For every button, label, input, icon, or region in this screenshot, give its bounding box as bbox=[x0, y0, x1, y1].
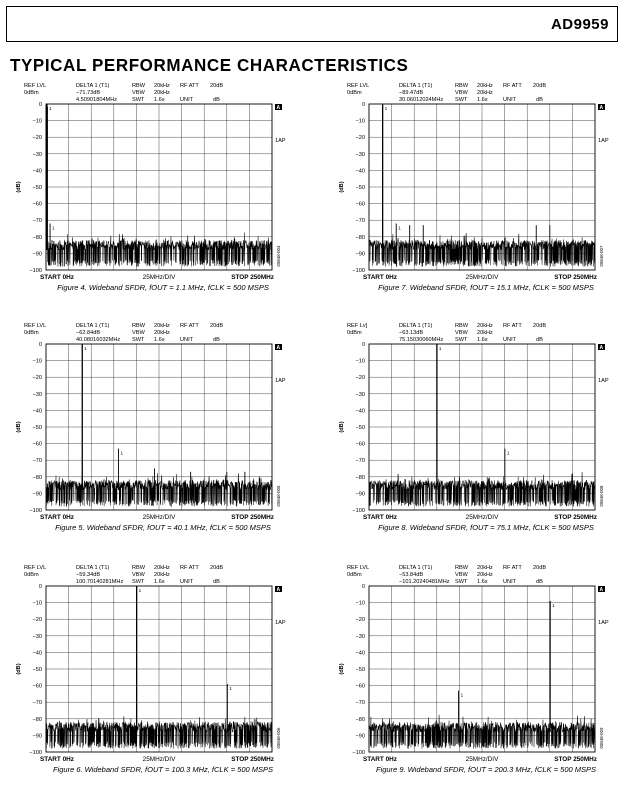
delta-marker-freq: 40.08016032MHz bbox=[76, 337, 121, 343]
rbw-label: RBW bbox=[132, 83, 146, 89]
ref-level-label: REF LVL bbox=[24, 323, 47, 329]
y-tick-label: −100 bbox=[352, 268, 365, 274]
ref-level-label: REF LVL bbox=[347, 565, 370, 571]
y-tick-label: −10 bbox=[355, 358, 365, 365]
figure-panel bbox=[10, 560, 316, 796]
rbw-value: 20kHz bbox=[154, 83, 170, 89]
figure-code: 05848-004 bbox=[276, 245, 281, 267]
stop-frequency-label: STOP 250MHz bbox=[231, 274, 274, 281]
figure-caption: Figure 5. Wideband SFDR, fOUT = 40.1 MHz, fCLK = 500 MSPS bbox=[55, 523, 271, 532]
marker-box-label: A bbox=[276, 105, 281, 112]
delta-marker-freq: 4.50901804MHz bbox=[76, 97, 118, 103]
unit-value: dB bbox=[536, 337, 543, 343]
spectrum-plot bbox=[10, 560, 316, 770]
y-tick-label: −20 bbox=[32, 375, 42, 382]
delta-marker-db: −59.34dB bbox=[76, 572, 101, 578]
y-tick-label: −60 bbox=[355, 441, 365, 448]
unit-value: dB bbox=[536, 97, 543, 103]
figure-panel bbox=[10, 318, 316, 554]
y-tick-label: −30 bbox=[355, 391, 365, 398]
delta-marker-1-label: 1 bbox=[120, 450, 124, 456]
unit-value: dB bbox=[213, 579, 220, 585]
y-axis-label: (dB) bbox=[339, 421, 345, 433]
delta-marker-db: −62.84dB bbox=[76, 330, 101, 336]
swt-value: 1.6s bbox=[477, 579, 488, 585]
rbw-label: RBW bbox=[132, 323, 146, 329]
y-tick-label: −60 bbox=[355, 683, 365, 690]
delta-marker-db: −63.13dB bbox=[399, 330, 424, 336]
delta-marker-1-label: 1 bbox=[506, 450, 510, 456]
vbw-value: 20kHz bbox=[154, 90, 170, 96]
vbw-label: VBW bbox=[455, 572, 468, 578]
delta-marker-title: DELTA 1 (T1) bbox=[399, 323, 433, 329]
rf-att-label: RF ATT bbox=[180, 83, 199, 89]
unit-label: UNIT bbox=[503, 579, 517, 585]
spectrum-plot bbox=[10, 78, 316, 288]
rf-att-label: RF ATT bbox=[503, 83, 522, 89]
marker-box-label: A bbox=[599, 345, 604, 352]
swt-label: SWT bbox=[132, 579, 145, 585]
marker-box-label: A bbox=[276, 345, 281, 352]
rbw-value: 20kHz bbox=[477, 323, 493, 329]
y-tick-label: −40 bbox=[355, 408, 365, 415]
y-tick-label: −10 bbox=[355, 118, 365, 125]
marker-box-label: A bbox=[276, 587, 281, 594]
vbw-label: VBW bbox=[455, 330, 468, 336]
swt-label: SWT bbox=[455, 97, 468, 103]
swt-value: 1.6s bbox=[477, 97, 488, 103]
spectrum-plot bbox=[333, 560, 625, 770]
figure-caption: Figure 7. Wideband SFDR, fOUT = 15.1 MHz, fCLK = 500 MSPS bbox=[378, 283, 594, 292]
rf-att-value: 20dB bbox=[533, 83, 547, 89]
marker-1-label: 1 bbox=[552, 602, 555, 608]
vbw-value: 20kHz bbox=[477, 572, 493, 578]
spectrum-plot bbox=[333, 78, 625, 288]
rf-att-value: 20dB bbox=[533, 323, 547, 329]
y-tick-label: −30 bbox=[32, 151, 42, 158]
y-tick-label: −30 bbox=[355, 633, 365, 640]
vbw-label: VBW bbox=[455, 90, 468, 96]
swt-label: SWT bbox=[455, 579, 468, 585]
span-per-div-label: 25MHz/DIV bbox=[465, 514, 499, 521]
span-per-div-label: 25MHz/DIV bbox=[465, 756, 499, 763]
section-title: TYPICAL PERFORMANCE CHARACTERISTICS bbox=[10, 55, 409, 76]
spectrum-plot bbox=[10, 318, 316, 528]
delta-marker-freq: 100.70140281MHz bbox=[76, 579, 124, 585]
stop-frequency-label: STOP 250MHz bbox=[554, 274, 597, 281]
header-box bbox=[6, 6, 618, 42]
y-tick-label: −60 bbox=[355, 201, 365, 208]
start-frequency-label: START 0Hz bbox=[363, 756, 397, 763]
y-tick-label: −40 bbox=[32, 650, 42, 657]
ref-level-value: 0dBm bbox=[24, 90, 39, 96]
ref-level-value: 0dBm bbox=[347, 572, 362, 578]
y-tick-label: −10 bbox=[32, 118, 42, 125]
y-tick-label: −20 bbox=[32, 617, 42, 624]
span-per-div-label: 25MHz/DIV bbox=[142, 514, 176, 521]
swt-value: 1.6s bbox=[154, 97, 165, 103]
swt-label: SWT bbox=[132, 97, 145, 103]
y-tick-label: −80 bbox=[32, 716, 42, 723]
rbw-value: 20kHz bbox=[477, 83, 493, 89]
delta-marker-freq: 30.06012024MHz bbox=[399, 97, 444, 103]
swt-label: SWT bbox=[455, 337, 468, 343]
y-tick-label: 0 bbox=[361, 342, 365, 348]
rbw-label: RBW bbox=[455, 323, 469, 329]
y-tick-label: 0 bbox=[361, 102, 365, 108]
delta-marker-1-label: 1 bbox=[229, 685, 232, 691]
y-tick-label: −70 bbox=[355, 458, 365, 465]
y-tick-label: 0 bbox=[38, 584, 42, 590]
y-tick-label: −50 bbox=[32, 667, 42, 673]
y-tick-label: −50 bbox=[355, 667, 365, 673]
unit-label: UNIT bbox=[503, 97, 517, 103]
delta-marker-title: DELTA 1 (T1) bbox=[76, 83, 110, 89]
y-tick-label: −70 bbox=[32, 458, 42, 465]
ref-level-value: 0dBm bbox=[347, 90, 362, 96]
y-tick-label: −40 bbox=[32, 408, 42, 415]
y-tick-label: −90 bbox=[355, 733, 365, 740]
rbw-value: 20kHz bbox=[154, 323, 170, 329]
y-tick-label: −80 bbox=[32, 474, 42, 481]
marker-box-label: A bbox=[599, 587, 604, 594]
y-tick-label: −100 bbox=[29, 750, 42, 756]
stop-frequency-label: STOP 250MHz bbox=[554, 514, 597, 521]
y-tick-label: −100 bbox=[29, 508, 42, 514]
swt-value: 1.6s bbox=[154, 337, 165, 343]
vbw-value: 20kHz bbox=[477, 90, 493, 96]
start-frequency-label: START 0Hz bbox=[40, 756, 74, 763]
figure-code: 05848-007 bbox=[599, 245, 604, 267]
span-per-div-label: 25MHz/DIV bbox=[465, 274, 499, 281]
y-tick-label: 0 bbox=[38, 102, 42, 108]
ref-level-label: REF Lv] bbox=[347, 323, 368, 329]
start-frequency-label: START 0Hz bbox=[363, 514, 397, 521]
y-tick-label: −70 bbox=[355, 700, 365, 707]
trace-label: 1AP bbox=[275, 138, 286, 144]
figure-caption: Figure 9. Wideband SFDR, fOUT = 200.3 MHz, fCLK = 500 MSPS bbox=[375, 765, 597, 774]
y-tick-label: −10 bbox=[32, 600, 42, 607]
y-tick-label: −80 bbox=[355, 716, 365, 723]
delta-marker-title: DELTA 1 (T1) bbox=[399, 565, 433, 571]
rbw-label: RBW bbox=[132, 565, 146, 571]
swt-value: 1.6s bbox=[154, 579, 165, 585]
delta-marker-title: DELTA 1 (T1) bbox=[399, 83, 433, 89]
marker-box-label: A bbox=[599, 105, 604, 112]
ref-level-value: 0dBm bbox=[24, 330, 39, 336]
y-axis-label: (dB) bbox=[16, 663, 22, 675]
trace-label: 1AP bbox=[275, 620, 286, 626]
y-tick-label: −90 bbox=[32, 733, 42, 740]
y-tick-label: −100 bbox=[352, 508, 365, 514]
trace-label: 1AP bbox=[598, 620, 609, 626]
figure-panel bbox=[10, 78, 316, 314]
rf-att-value: 20dB bbox=[210, 323, 224, 329]
delta-marker-1-label: 1 bbox=[52, 225, 55, 231]
y-tick-label: −20 bbox=[355, 617, 365, 624]
y-tick-label: −20 bbox=[355, 135, 365, 142]
y-tick-label: −10 bbox=[355, 600, 365, 607]
y-axis-label: (dB) bbox=[16, 421, 22, 433]
y-tick-label: −40 bbox=[355, 650, 365, 657]
delta-marker-1-label: 1 bbox=[460, 692, 464, 698]
trace-label: 1AP bbox=[598, 138, 609, 144]
y-tick-label: −80 bbox=[32, 234, 42, 241]
figure-panel bbox=[333, 78, 625, 314]
y-tick-label: −80 bbox=[355, 474, 365, 481]
start-frequency-label: START 0Hz bbox=[40, 514, 74, 521]
unit-value: dB bbox=[213, 337, 220, 343]
ref-level-label: REF LVL bbox=[347, 83, 370, 89]
unit-label: UNIT bbox=[180, 97, 194, 103]
unit-value: dB bbox=[536, 579, 543, 585]
rf-att-value: 20dB bbox=[533, 565, 547, 571]
y-axis-label: (dB) bbox=[339, 663, 345, 675]
unit-label: UNIT bbox=[180, 337, 194, 343]
marker-1-label: 1 bbox=[84, 346, 87, 351]
y-tick-label: −30 bbox=[355, 151, 365, 158]
delta-marker-1-label: 1 bbox=[398, 225, 401, 231]
rbw-label: RBW bbox=[455, 565, 469, 571]
y-tick-label: −90 bbox=[355, 491, 365, 498]
figure-caption: Figure 4. Wideband SFDR, fOUT = 1.1 MHz, fCLK = 500 MSPS bbox=[57, 283, 269, 292]
spectrum-plot bbox=[333, 318, 625, 528]
y-tick-label: −40 bbox=[32, 168, 42, 175]
rf-att-label: RF ATT bbox=[180, 565, 199, 571]
rf-att-label: RF ATT bbox=[503, 565, 522, 571]
swt-value: 1.6s bbox=[477, 337, 488, 343]
y-tick-label: −70 bbox=[355, 218, 365, 225]
figure-panel bbox=[333, 560, 625, 796]
vbw-value: 20kHz bbox=[154, 330, 170, 336]
span-per-div-label: 25MHz/DIV bbox=[142, 756, 176, 763]
trace-label: 1AP bbox=[598, 378, 609, 384]
y-tick-label: −50 bbox=[32, 425, 42, 431]
y-tick-label: −20 bbox=[355, 375, 365, 382]
y-tick-label: −40 bbox=[355, 168, 365, 175]
y-tick-label: 0 bbox=[38, 342, 42, 348]
start-frequency-label: START 0Hz bbox=[363, 274, 397, 281]
y-tick-label: −90 bbox=[32, 251, 42, 258]
start-frequency-label: START 0Hz bbox=[40, 274, 74, 281]
swt-label: SWT bbox=[132, 337, 145, 343]
trace-label: 1AP bbox=[275, 378, 286, 384]
rbw-label: RBW bbox=[455, 83, 469, 89]
figure-code: 05848-008 bbox=[599, 485, 604, 507]
rf-att-value: 20dB bbox=[210, 83, 224, 89]
unit-label: UNIT bbox=[503, 337, 517, 343]
y-axis-label: (dB) bbox=[339, 181, 345, 193]
figure-caption: Figure 8. Wideband SFDR, fOUT = 75.1 MHz, fCLK = 500 MSPS bbox=[378, 523, 594, 532]
y-tick-label: −60 bbox=[32, 683, 42, 690]
figure-panel bbox=[333, 318, 625, 554]
delta-marker-title: DELTA 1 (T1) bbox=[76, 565, 110, 571]
delta-marker-title: DELTA 1 (T1) bbox=[76, 323, 110, 329]
delta-marker-freq: −101.20240481MHz bbox=[399, 579, 450, 585]
y-tick-label: −30 bbox=[32, 391, 42, 398]
y-tick-label: −10 bbox=[32, 358, 42, 365]
delta-marker-freq: 75.15030060MHz bbox=[399, 337, 444, 343]
y-axis-label: (dB) bbox=[16, 181, 22, 193]
y-tick-label: −60 bbox=[32, 441, 42, 448]
vbw-value: 20kHz bbox=[477, 330, 493, 336]
figure-code: 05848-005 bbox=[276, 485, 281, 507]
vbw-label: VBW bbox=[132, 572, 145, 578]
figure-caption: Figure 6. Wideband SFDR, fOUT = 100.3 MHz, fCLK = 500 MSPS bbox=[52, 765, 274, 774]
y-tick-label: −90 bbox=[32, 491, 42, 498]
rf-att-label: RF ATT bbox=[180, 323, 199, 329]
delta-marker-db: −89.47dB bbox=[399, 90, 424, 96]
figure-code: 05848-006 bbox=[276, 727, 281, 749]
marker-1-label: 1 bbox=[384, 106, 388, 111]
stop-frequency-label: STOP 250MHz bbox=[231, 756, 274, 763]
y-tick-label: −50 bbox=[32, 185, 42, 191]
y-tick-label: −30 bbox=[32, 633, 42, 640]
y-tick-label: 0 bbox=[361, 584, 365, 590]
unit-value: dB bbox=[213, 97, 220, 103]
y-tick-label: −50 bbox=[355, 425, 365, 431]
unit-label: UNIT bbox=[180, 579, 194, 585]
rbw-value: 20kHz bbox=[477, 565, 493, 571]
y-tick-label: −50 bbox=[355, 185, 365, 191]
stop-frequency-label: STOP 250MHz bbox=[231, 514, 274, 521]
rf-att-label: RF ATT bbox=[503, 323, 522, 329]
ref-level-label: REF LVL bbox=[24, 565, 47, 571]
rf-att-value: 20dB bbox=[210, 565, 224, 571]
figure-code: 05848-009 bbox=[599, 727, 604, 749]
y-tick-label: −70 bbox=[32, 218, 42, 225]
vbw-value: 20kHz bbox=[154, 572, 170, 578]
delta-marker-db: −71.73dB bbox=[76, 90, 101, 96]
ref-level-value: 0dBm bbox=[24, 572, 39, 578]
y-tick-label: −80 bbox=[355, 234, 365, 241]
y-tick-label: −70 bbox=[32, 700, 42, 707]
y-tick-label: −100 bbox=[352, 750, 365, 756]
y-tick-label: −60 bbox=[32, 201, 42, 208]
vbw-label: VBW bbox=[132, 90, 145, 96]
marker-1-label: 1 bbox=[138, 588, 142, 593]
ref-level-value: 0dBm bbox=[347, 330, 362, 336]
y-tick-label: −100 bbox=[29, 268, 42, 274]
stop-frequency-label: STOP 250MHz bbox=[554, 756, 597, 763]
span-per-div-label: 25MHz/DIV bbox=[142, 274, 176, 281]
y-tick-label: −20 bbox=[32, 135, 42, 142]
marker-1-label: 1 bbox=[48, 106, 52, 111]
ref-level-label: REF LVL bbox=[24, 83, 47, 89]
part-number: AD9959 bbox=[550, 16, 609, 33]
y-tick-label: −90 bbox=[355, 251, 365, 258]
rbw-value: 20kHz bbox=[154, 565, 170, 571]
marker-1-label: 1 bbox=[438, 346, 442, 351]
vbw-label: VBW bbox=[132, 330, 145, 336]
delta-marker-db: −53.84dB bbox=[399, 572, 424, 578]
